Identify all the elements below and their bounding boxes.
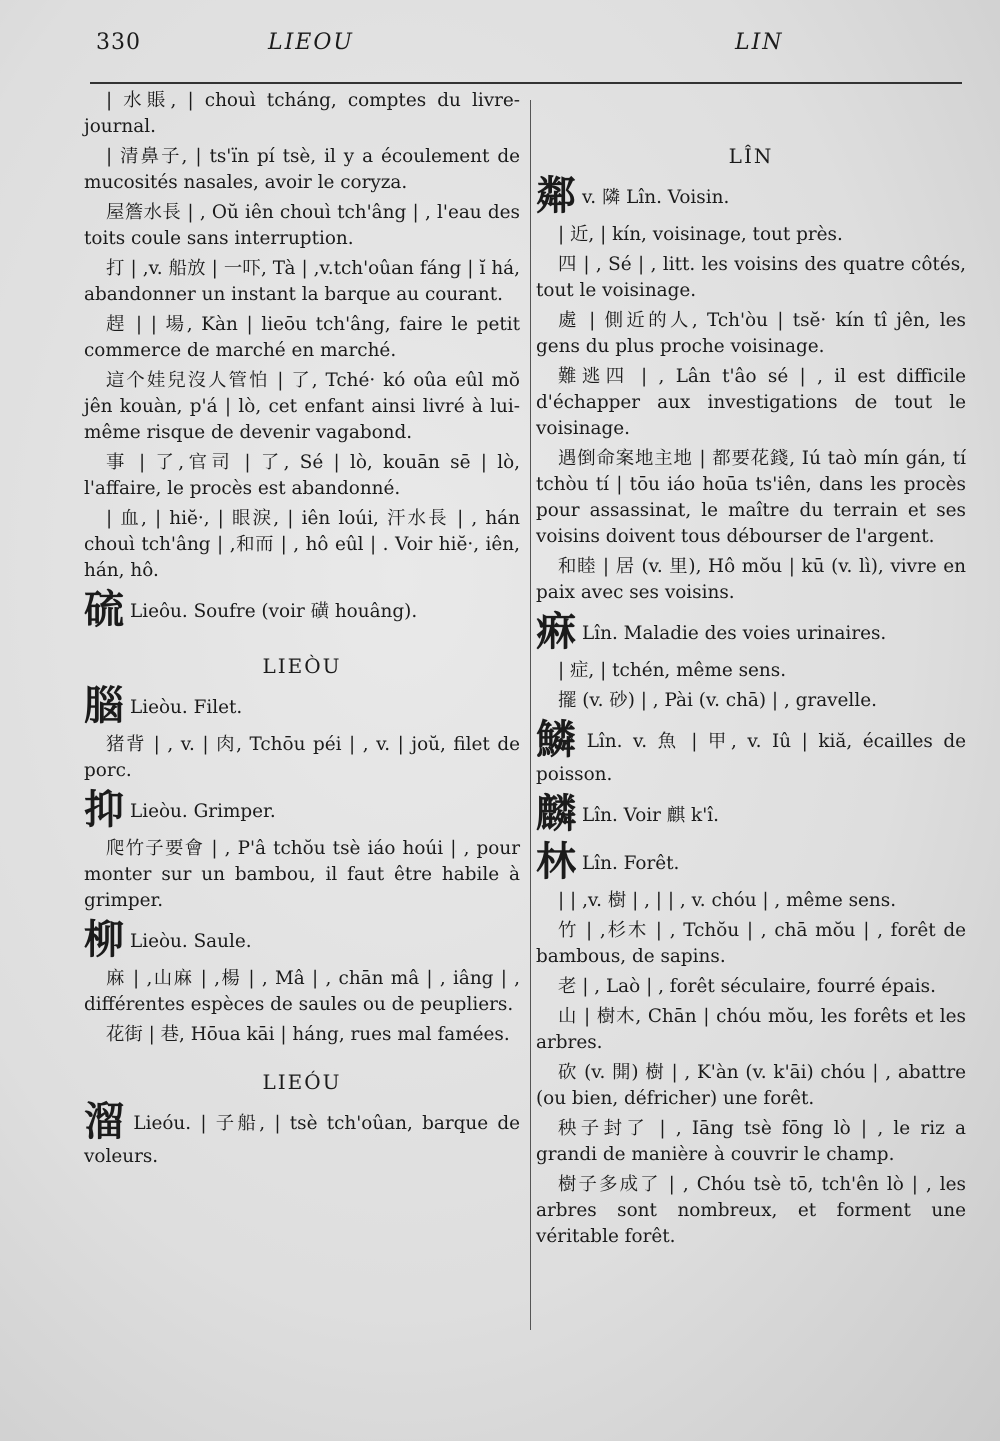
- entry-paragraph: | 清鼻子, | ts'ïn pí tsè, il y a écoulement de mucosités nasales, avoir le coryza.: [84, 146, 520, 193]
- entry-paragraph: 處 | 側近的人, Tch'òu | tsĕ· kín tî jên, les gens du plus proche voisinage.: [536, 310, 966, 357]
- entry-paragraph: 四 | , Sé | , litt. les voisins des quatre côtés, tout le voisinage.: [536, 254, 966, 301]
- headword-definition: Lieóu. | 子船, | tsè tch'oûan, barque de voleurs.: [84, 1113, 520, 1167]
- headword-definition: Lieòu. Saule.: [130, 931, 252, 952]
- entry-paragraph: 擺 (v. 砂) | , Pài (v. chā) | , gravelle.: [558, 690, 877, 711]
- entry-paragraph: 老 | , Laò | , forêt séculaire, fourré épais.: [558, 976, 936, 997]
- headword-entry: [536, 610, 966, 654]
- headword-entry: [536, 840, 966, 884]
- entry-paragraph: 麻 | ,山麻 | ,楊 | , Mâ | , chān mâ | , iâng | , différentes espèces de saules ou de peupliers.: [84, 968, 520, 1015]
- headword-entry: [536, 792, 966, 836]
- headword-character: 腦: [84, 683, 124, 729]
- entry-paragraph: 砍 (v. 開) 樹 | , K'àn (v. k'āi) chóu | , abattre (ou bien, défricher) une forêt.: [536, 1062, 966, 1109]
- column-divider: [530, 100, 531, 1330]
- section-heading: LIEÒU: [262, 654, 342, 678]
- left-column: [84, 88, 520, 1174]
- headword-entry: [84, 788, 520, 832]
- headword-definition: Lieôu. Soufre (voir 磺 houâng).: [130, 601, 418, 622]
- entry-paragraph: 爬竹子要會 | , P'â tchŏu tsè iáo hoúi | , pour monter sur un bambou, il faut être habile à grimper.: [84, 838, 520, 911]
- headword-character: 鱗: [536, 717, 581, 763]
- headword-entry: [536, 718, 966, 788]
- headword-entry: [84, 1100, 520, 1170]
- entry-paragraph: 打 | ,v. 船放 | 一吓, Tà | ,v.tch'oûan fáng | ĭ há, abandonner un instant la barque au courant.: [84, 258, 520, 305]
- entry-paragraph: 遇倒命案地主地 | 都要花錢, Iú taò mín gán, tí tchòu tí | tōu iáo hoūa ts'iên, dans les procès pour assassinat, le maître du terrain et ses voisins doivent tous débourser de l'argent.: [536, 448, 966, 547]
- headword-entry: [84, 588, 520, 632]
- headword-character: 鄰: [536, 173, 576, 219]
- headword-character: 麟: [536, 791, 576, 837]
- entry-paragraph: | 水賬, | chouì tcháng, comptes du livre-journal.: [84, 90, 520, 137]
- entry-paragraph: 事 | 了,官司 | 了, Sé | lò, kouān sē | lò, l'affaire, le procès est abandonné.: [84, 452, 520, 499]
- entry-paragraph: 屋簷水長 | , Oŭ iên chouì tch'âng | , l'eau des toits coule sans interruption.: [84, 202, 520, 249]
- header-rule: [90, 82, 962, 84]
- entry-paragraph: 猪背 | , v. | 肉, Tchōu péi | , v. | joŭ, filet de porc.: [84, 734, 520, 781]
- entry-paragraph: 花街 | 巷, Hōua kāi | háng, rues mal famées.: [106, 1024, 510, 1045]
- entry-paragraph: 和睦 | 居 (v. 里), Hô mŏu | kū (v. lì), vivre en paix avec ses voisins.: [536, 556, 966, 603]
- headword-definition: v. 隣 Lîn. Voisin.: [582, 187, 730, 208]
- entry-paragraph: | | ,v. 樹 | , | | , v. chóu | , même sens.: [558, 890, 897, 911]
- entry-paragraph: 難逃四 | , Lân t'âo sé | , il est difficile d'échapper aux investigations de tout le voisinage.: [536, 366, 966, 439]
- headword-character: 柳: [84, 917, 124, 963]
- headword-definition: Lieòu. Filet.: [130, 697, 243, 718]
- headword-definition: Lîn. Voir 麒 k'î.: [582, 805, 719, 826]
- left-running-head: LIEOU: [268, 30, 354, 55]
- section-heading: LIEÓU: [262, 1070, 342, 1094]
- headword-character: 溜: [84, 1099, 128, 1145]
- headword-definition: Lîn. v. 魚 | 甲, v. Iû | kiă, écailles de poisson.: [536, 731, 966, 785]
- entry-paragraph: 竹 | ,杉木 | , Tchŏu | , chā mŏu | , forêt de bambous, de sapins.: [536, 920, 966, 967]
- entry-paragraph: 秧子封了 | , Iāng tsè fōng lò | , le riz a grandi de manière à couvrir le champ.: [536, 1118, 966, 1165]
- right-column: [536, 88, 966, 1254]
- headword-character: 林: [536, 839, 576, 885]
- headword-definition: Lieòu. Grimper.: [130, 801, 276, 822]
- headword-definition: Lîn. Maladie des voies urinaires.: [582, 623, 887, 644]
- headword-character: 痳: [536, 609, 576, 655]
- headword-entry: [84, 918, 520, 962]
- headword-entry: [536, 174, 966, 218]
- entry-paragraph: 樹子多成了 | , Chóu tsè tō, tch'ên lò | , les arbres sont nombreux, et forment une véritable forêt.: [536, 1174, 966, 1247]
- headword-character: 硫: [84, 587, 124, 633]
- entry-paragraph: 山 | 樹木, Chān | chóu mŏu, les forêts et les arbres.: [536, 1006, 966, 1053]
- entry-paragraph: | 症, | tchén, même sens.: [558, 660, 787, 681]
- page-number: 330: [96, 30, 141, 55]
- section-heading: LÎN: [728, 144, 774, 168]
- entry-paragraph: | 近, | kín, voisinage, tout près.: [558, 224, 843, 245]
- headword-character: 抑: [84, 787, 124, 833]
- entry-paragraph: | 血, | hiĕ·, | 眼淚, | iên loúi, 汗水長 | , hán chouì tch'âng | ,和而 | , hô eûl | . Voir hiĕ·, iên, hán, hô.: [84, 508, 520, 581]
- right-running-head: LIN: [735, 30, 784, 55]
- headword-entry: [84, 684, 520, 728]
- headword-definition: Lîn. Forêt.: [582, 853, 680, 874]
- entry-paragraph: 趕 | | 場, Kàn | lieōu tch'âng, faire le petit commerce de marché en marché.: [84, 314, 520, 361]
- entry-paragraph: 這个娃兒沒人管怕 | 了, Tché· kó oûa eûl mŏ jên kouàn, p'á | lò, cet enfant ainsi livré à lui-même risque de devenir vagabond.: [84, 370, 520, 443]
